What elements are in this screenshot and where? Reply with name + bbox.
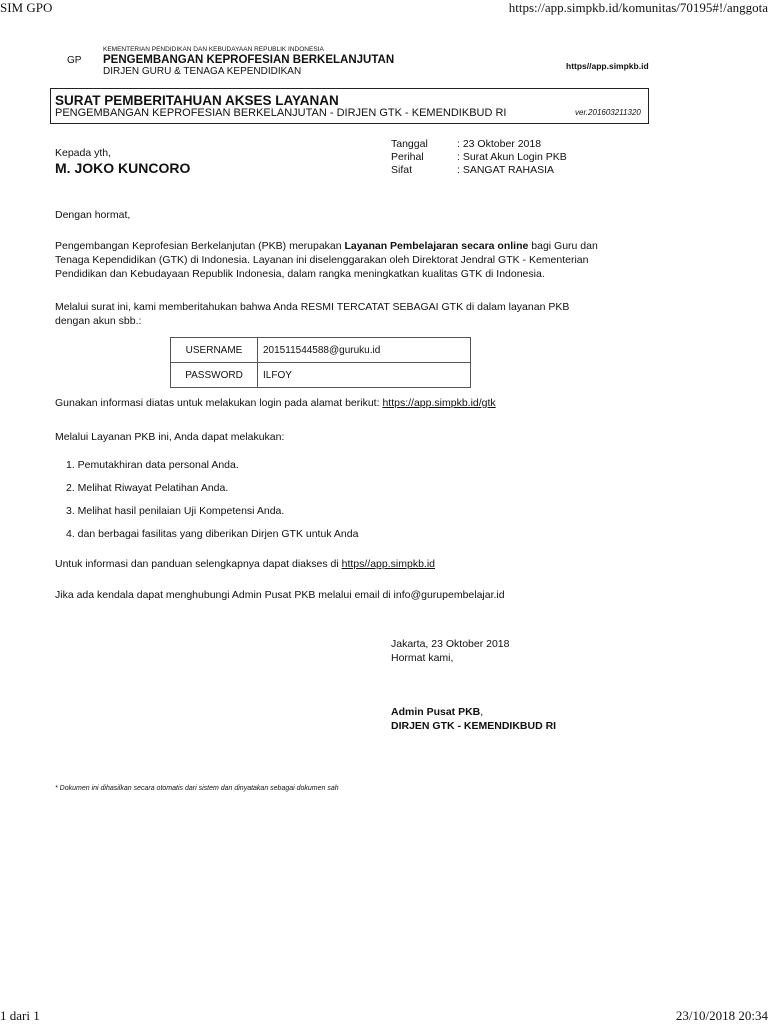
program-name: PENGEMBANGAN KEPROFESIAN BERKELANJUTAN <box>103 54 395 66</box>
signer-line <box>391 706 483 718</box>
notice-paragraph-line: Melalui surat ini, kami memberitahukan bahwa Anda RESMI TERCATAT SEBAGAI GTK di dalam layanan PKB <box>55 301 570 313</box>
subject-label: Perihal <box>391 151 424 163</box>
date-value: : 23 Oktober 2018 <box>457 138 542 150</box>
print-header-url: https://app.simpkb.id/komunitas/70195#!/anggota <box>508 0 768 15</box>
intro-paragraph-line: Tenaga Kependidikan (GTK) di Indonesia. Layanan ini diselenggarakan oleh Direktorat Jendral GTK - Kementerian <box>55 254 589 266</box>
print-footer-timestamp: 23/10/2018 20:34 <box>675 1008 768 1023</box>
print-header-title: SIM GPO <box>0 0 53 15</box>
footnote: * Dokumen ini dihasilkan secara otomatis dari sistem dan dinyatakan sebagai dokumen sah <box>55 785 339 792</box>
info-line <box>55 557 435 571</box>
username-value: 201511544588@guruku.id <box>258 338 471 363</box>
signer-name: Admin Pusat PKB <box>391 706 481 718</box>
list-item: 2. Melihat Riwayat Pelatihan Anda. <box>66 482 229 494</box>
nature-label: Sifat <box>391 164 413 176</box>
recipient-name: M. JOKO KUNCORO <box>55 160 191 176</box>
password-value: ILFOY <box>258 363 471 388</box>
list-item: 3. Melihat hasil penilaian Uji Kompetensi Anda. <box>66 505 285 517</box>
intro-paragraph-line <box>55 239 598 253</box>
letterhead-url: https//app.simpkb.id <box>566 61 649 71</box>
username-label: USERNAME <box>171 338 258 363</box>
date-label: Tanggal <box>391 138 428 150</box>
features-intro: Melalui Layanan PKB ini, Anda dapat melakukan: <box>55 431 285 443</box>
signer-comma: , <box>480 706 484 718</box>
salutation: Dengan hormat, <box>55 209 131 221</box>
signer-institution: DIRJEN GTK - KEMENDIKBUD RI <box>391 720 557 732</box>
subject-value: : Surat Akun Login PKB <box>457 151 567 163</box>
info-text: Untuk informasi dan panduan selengkapnya dapat diakses di <box>55 558 342 570</box>
directorate-name: DIRJEN GURU & TENAGA KEPENDIDIKAN <box>103 66 302 77</box>
place-date: Jakarta, 23 Oktober 2018 <box>391 638 510 650</box>
letter-subtitle: PENGEMBANGAN KEPROFESIAN BERKELANJUTAN - DIRJEN GTK - KEMENDIKBUD RI <box>55 107 507 119</box>
contact-line: Jika ada kendala dapat menghubungi Admin Pusat PKB melalui email di info@gurupembelajar.id <box>55 589 505 601</box>
logo-text: GP <box>67 55 82 66</box>
ministry-name: KEMENTERIAN PENDIDIKAN DAN KEBUDAYAAN REPUBLIK INDONESIA <box>103 46 324 53</box>
letter-title: SURAT PEMBERITAHUAN AKSES LAYANAN <box>55 93 339 108</box>
regards: Hormat kami, <box>391 652 454 664</box>
nature-value: : SANGAT RAHASIA <box>457 164 555 176</box>
table-row <box>171 363 471 388</box>
list-item: 1. Pemutakhiran data personal Anda. <box>66 459 239 471</box>
intro-text-end: bagi Guru dan <box>528 240 598 252</box>
addressee-greeting: Kepada yth, <box>55 147 112 159</box>
intro-text: Pengembangan Keprofesian Berkelanjutan (PKB) merupakan <box>55 240 345 252</box>
account-table <box>170 337 471 388</box>
table-row <box>171 338 471 363</box>
print-footer-page: 1 dari 1 <box>0 1008 40 1023</box>
login-link[interactable]: https://app.simpkb.id/gtk <box>382 397 496 409</box>
login-text: Gunakan informasi diatas untuk melakukan login pada alamat berikut: <box>55 397 383 409</box>
intro-paragraph-line: Pendidikan dan Kebudayaan Republik Indonesia, dalam rangka meningkatkan kualitas GTK di Indonesia. <box>55 268 545 280</box>
login-line <box>55 396 496 410</box>
password-label: PASSWORD <box>171 363 258 388</box>
notice-paragraph-line: dengan akun sbb.: <box>55 315 142 327</box>
info-link[interactable]: https//app.simpkb.id <box>341 558 435 570</box>
version-label: ver.201603211320 <box>575 108 641 117</box>
intro-highlight: Layanan Pembelajaran secara online <box>344 240 529 252</box>
list-item: 4. dan berbagai fasilitas yang diberikan Dirjen GTK untuk Anda <box>66 528 359 540</box>
